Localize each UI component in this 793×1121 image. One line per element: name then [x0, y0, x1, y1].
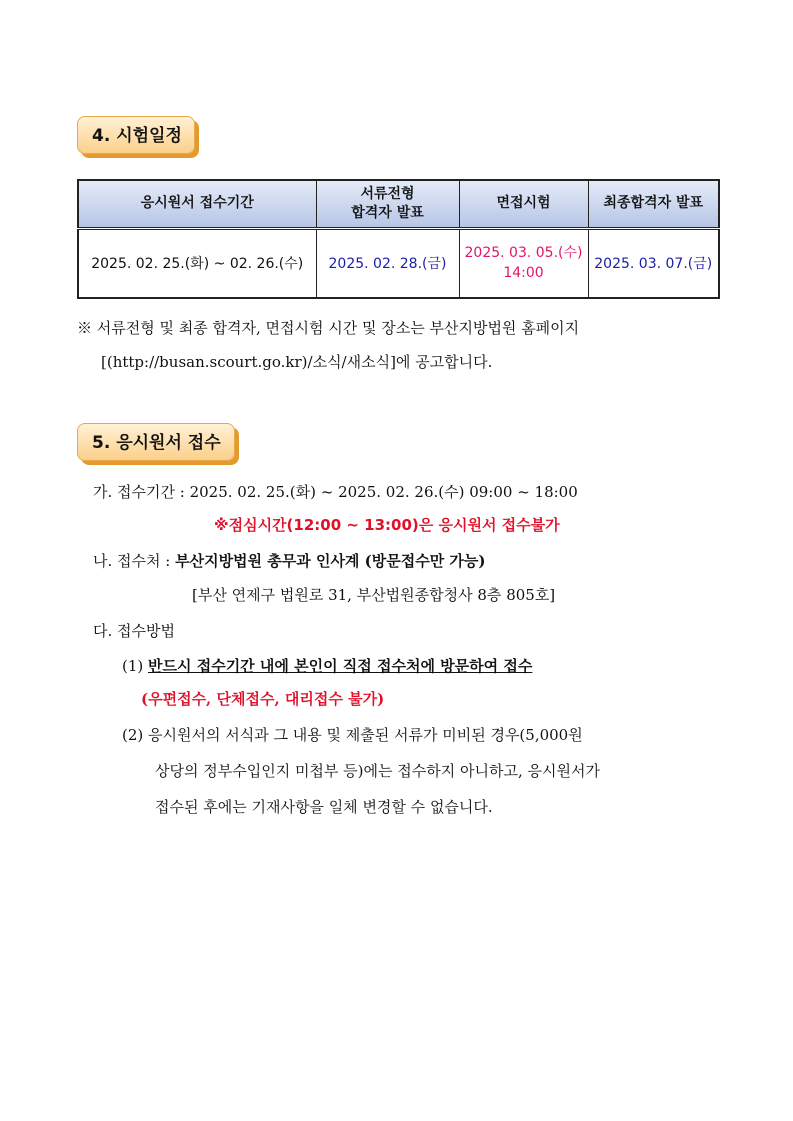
header-document-result	[316, 180, 459, 228]
section-4-header	[77, 116, 195, 154]
cell-application-period: 2025. 02. 25.(화) ~ 02. 26.(수)	[78, 228, 316, 298]
cell-interview-time: 14:00	[503, 265, 544, 282]
application-method-heading: 다. 접수방법	[93, 622, 175, 640]
table-row	[78, 228, 719, 298]
cell-interview	[459, 228, 588, 298]
cell-final-result: 2025. 03. 07.(금)	[588, 228, 719, 298]
application-place	[93, 550, 486, 571]
header-document-line2: 합격자 발표	[351, 204, 424, 221]
method-item-2-line-1: (2) 응시원서의 서식과 그 내용 및 제출된 서류가 미비된 경우(5,000원	[122, 726, 583, 744]
section-5-title: 5. 응시원서 접수	[92, 433, 221, 453]
cell-interview-date: 2025. 03. 05.(수)	[464, 245, 583, 262]
item-1-text: 반드시 접수기간 내에 본인이 직접 접수처에 방문하여 접수	[148, 657, 533, 675]
address: [부산 연제구 법원로 31, 부산법원종합청사 8층 805호]	[192, 586, 556, 604]
item-1-number: (1)	[122, 657, 149, 675]
application-period: 가. 접수기간 : 2025. 02. 25.(화) ~ 2025. 02. 26.(수) 09:00 ~ 18:00	[93, 483, 578, 501]
header-application-period: 응시원서 접수기간	[78, 180, 316, 228]
header-interview: 면접시험	[459, 180, 588, 228]
place-label: 나. 접수처 :	[93, 552, 176, 570]
header-document-line1: 서류전형	[360, 185, 415, 202]
method-item-1-note: (우편접수, 단체접수, 대리접수 불가)	[141, 690, 385, 708]
note-line-2: [(http://busan.scourt.go.kr)/소식/새소식]에 공고합니다.	[101, 353, 493, 371]
section-4-title: 4. 시험일정	[92, 126, 182, 146]
header-final-result: 최종합격자 발표	[588, 180, 719, 228]
schedule-table	[77, 179, 720, 299]
method-item-2-line-3: 접수된 후에는 기재사항을 일체 변경할 수 없습니다.	[155, 798, 493, 816]
place-value: 부산지방법원 총무과 인사계 (방문접수만 가능)	[175, 552, 486, 570]
lunch-notice: ※점심시간(12:00 ~ 13:00)은 응시원서 접수불가	[214, 516, 560, 534]
method-item-1	[122, 655, 532, 676]
note-line-1: ※ 서류전형 및 최종 합격자, 면접시험 시간 및 장소는 부산지방법원 홈페이지	[77, 319, 580, 337]
section-5-header	[77, 423, 235, 461]
table-header-row	[78, 180, 719, 228]
cell-document-result: 2025. 02. 28.(금)	[316, 228, 459, 298]
method-item-2-line-2: 상당의 정부수입인지 미첩부 등)에는 접수하지 아니하고, 응시원서가	[155, 762, 600, 780]
